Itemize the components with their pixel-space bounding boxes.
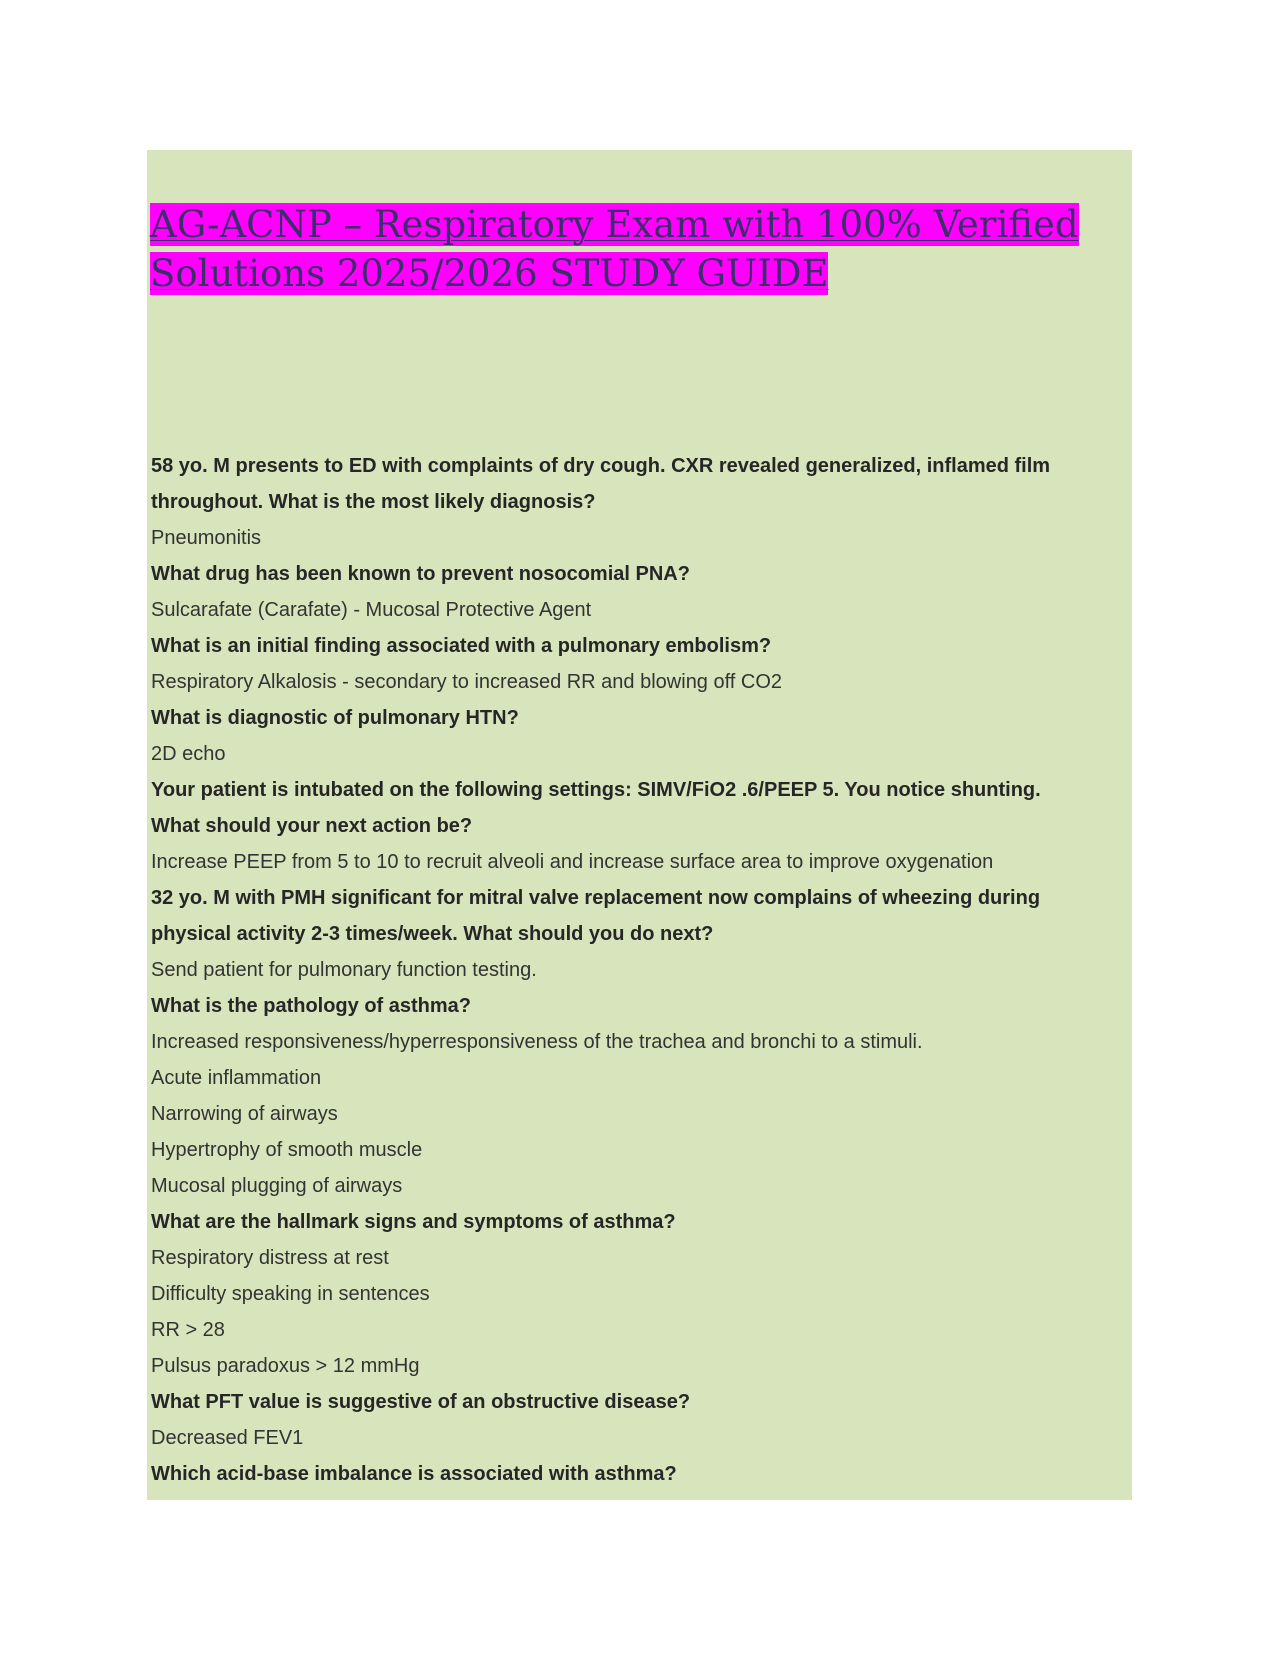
qa-list [151, 448, 1126, 1492]
question-line: What drug has been known to prevent nosocomial PNA? [151, 563, 690, 585]
question-line: What are the hallmark signs and symptoms of asthma? [151, 1211, 676, 1233]
answer-line: RR > 28 [151, 1319, 225, 1341]
answer-line: Hypertrophy of smooth muscle [151, 1139, 423, 1161]
title-line-2: Solutions 2025/2026 STUDY GUIDE [150, 252, 829, 295]
answer-line: Sulcarafate (Carafate) - Mucosal Protective Agent [151, 599, 592, 621]
question-line: What is the pathology of asthma? [151, 995, 472, 1017]
question-line: physical activity 2-3 times/week. What should you do next? [151, 923, 714, 945]
answer-line: Send patient for pulmonary function testing. [151, 959, 537, 981]
answer-line: 2D echo [151, 743, 226, 765]
question-line: 32 yo. M with PMH significant for mitral valve replacement now complains of wheezing during [151, 887, 1041, 909]
answer-line: Respiratory distress at rest [151, 1247, 389, 1269]
document-page [147, 150, 1132, 1500]
answer-line: Acute inflammation [151, 1067, 322, 1089]
answer-line: Pneumonitis [151, 527, 262, 549]
answer-line: Pulsus paradoxus > 12 mmHg [151, 1355, 420, 1377]
answer-line: Respiratory Alkalosis - secondary to increased RR and blowing off CO2 [151, 671, 783, 693]
question-line: throughout. What is the most likely diagnosis? [151, 491, 596, 513]
question-line: What PFT value is suggestive of an obstructive disease? [151, 1391, 691, 1413]
answer-line: Mucosal plugging of airways [151, 1175, 403, 1197]
question-line: What is diagnostic of pulmonary HTN? [151, 707, 519, 729]
answer-line: Increase PEEP from 5 to 10 to recruit alveoli and increase surface area to improve oxygenation [151, 851, 994, 873]
answer-line: Decreased FEV1 [151, 1427, 304, 1449]
answer-line: Increased responsiveness/hyperresponsiveness of the trachea and bronchi to a stimuli. [151, 1031, 923, 1053]
question-line: What should your next action be? [151, 815, 473, 837]
question-line: What is an initial finding associated with a pulmonary embolism? [151, 635, 772, 657]
answer-line: Difficulty speaking in sentences [151, 1283, 430, 1305]
document-title [150, 200, 1079, 298]
title-line-1: AG-ACNP – Respiratory Exam with 100% Verified [150, 203, 1079, 246]
answer-line: Narrowing of airways [151, 1103, 338, 1125]
question-line: Your patient is intubated on the following settings: SIMV/FiO2 .6/PEEP 5. You notice shunting. [151, 779, 1041, 801]
question-line: Which acid-base imbalance is associated with asthma? [151, 1463, 677, 1485]
question-line: 58 yo. M presents to ED with complaints of dry cough. CXR revealed generalized, inflamed film [151, 455, 1051, 477]
